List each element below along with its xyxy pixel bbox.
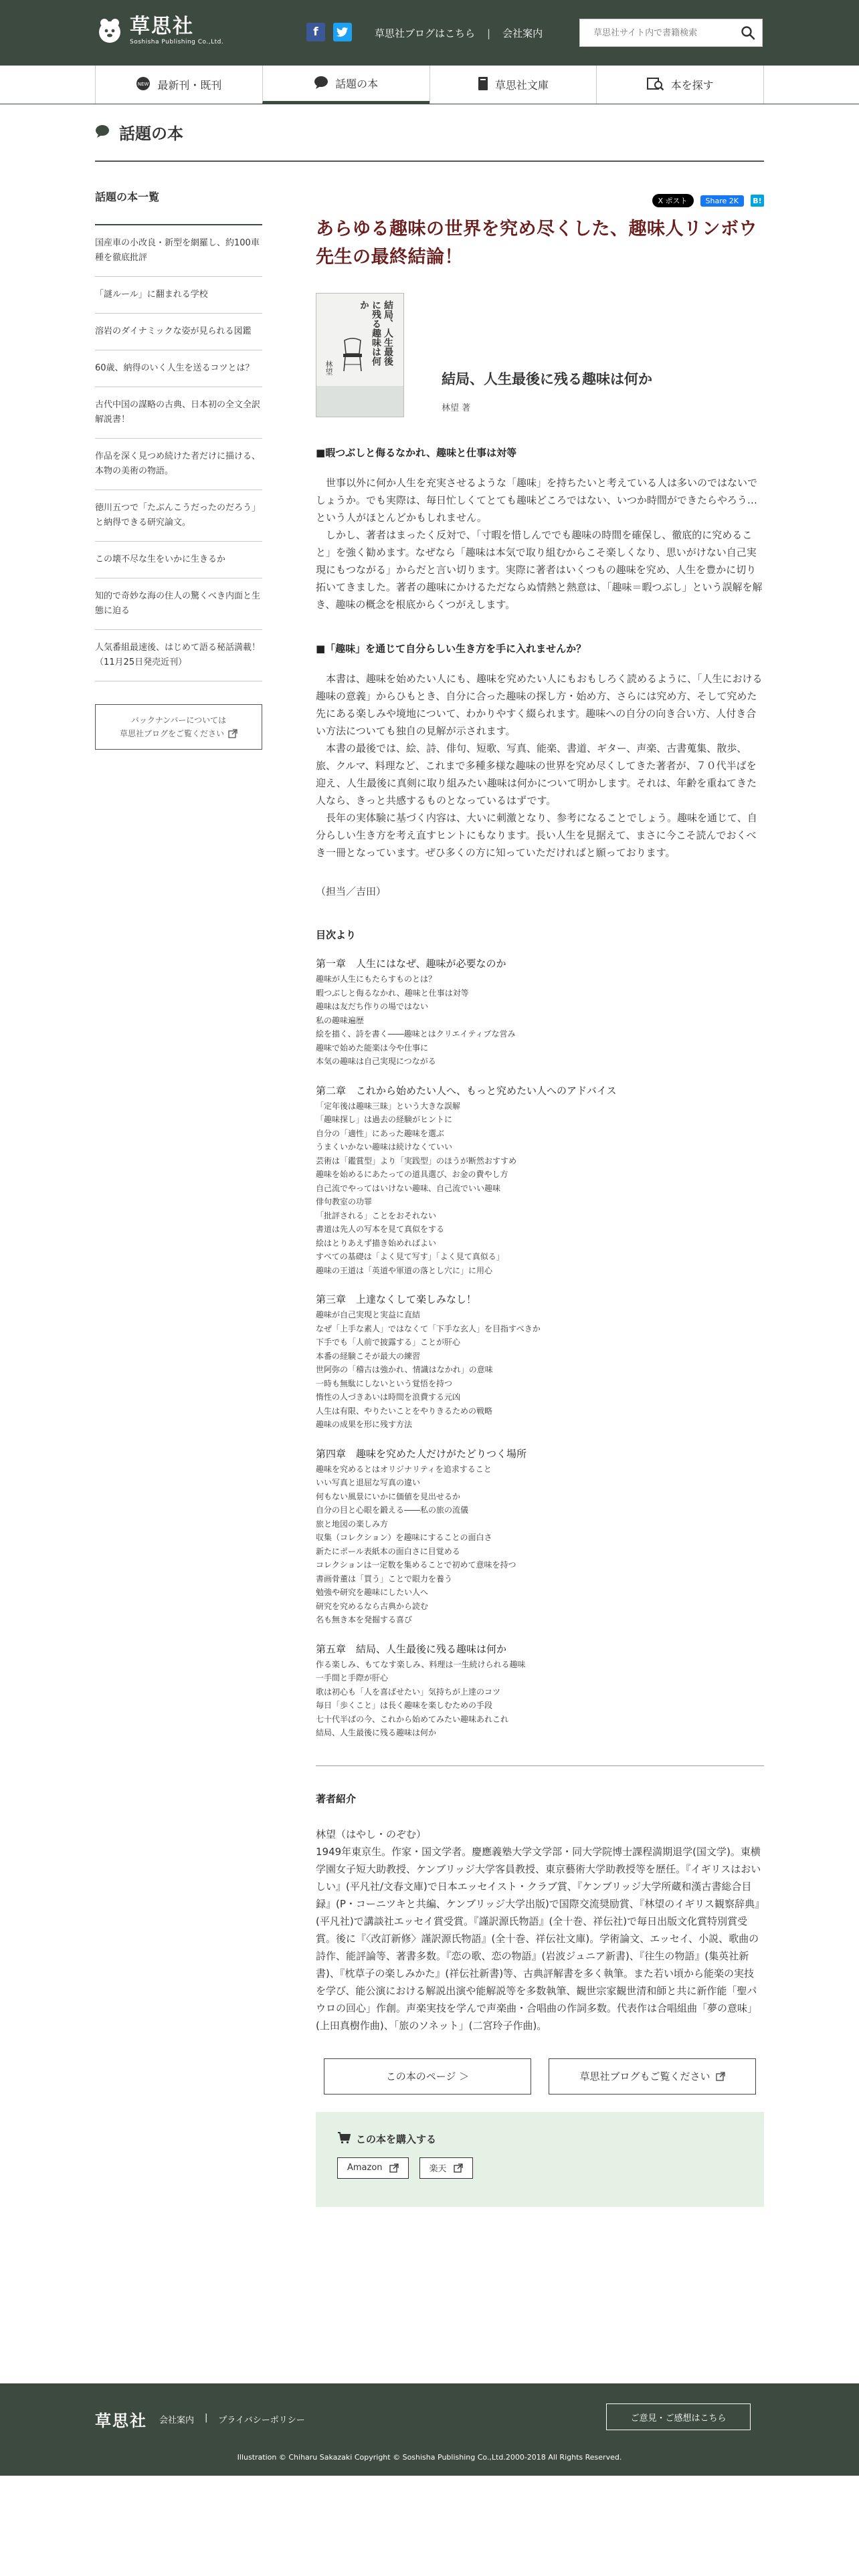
- book-title: 結局、人生最後に残る趣味は何か: [442, 371, 652, 387]
- main-content: [316, 194, 764, 2207]
- toc-item: 世阿弥の「稽古は強かれ、情識はなかれ」の意味: [316, 1365, 493, 1374]
- footer-links: [159, 2413, 305, 2426]
- shop-label: Amazon: [347, 2163, 383, 2173]
- newbook-icon: [136, 76, 151, 94]
- sidebar-item[interactable]: 古代中国の謀略の古典、日本初の全文全訳解説書！: [95, 387, 262, 439]
- toc-item: 勉強や研究を趣味にしたい人へ: [316, 1588, 429, 1597]
- toc-item: 惰性の人づきあいは時間を浪費する元凶: [316, 1392, 461, 1402]
- section-heading: ■暇つぶしと侮るなかれ、趣味と仕事は対等: [316, 447, 517, 459]
- copyright: Illustration © Chiharu Sakazaki Copyright © Soshisha Publishing Co.,Ltd.2000-2018 All Rights Reserved.: [237, 2453, 622, 2462]
- toc-item: 名も無き本を発掘する喜び: [316, 1615, 413, 1624]
- toc-item: 絵はとりあえず描き始めればよい: [316, 1238, 437, 1248]
- sidebar-item[interactable]: 「謎ルール」に翻まれる学校: [95, 277, 262, 314]
- shop-label: 楽天: [429, 2164, 447, 2174]
- blog-button-label: 草思社ブログもご覧ください: [579, 2070, 710, 2082]
- toc-item: 趣味は友だち作りの場ではない: [316, 1002, 429, 1011]
- logo-mark-icon: [95, 16, 124, 45]
- toc-item: 趣味の王道は「英道や軍道の落とし穴に」に用心: [316, 1265, 493, 1275]
- toc-item: 収集（コレクション）を趣味にすることの面白さ: [316, 1533, 492, 1542]
- toc-item: 新たにポール表紙本の面白さに目覚める: [316, 1546, 460, 1556]
- toc-item: 絵を描く、詩を書く――趣味とはクリエイティブな営み: [316, 1029, 516, 1039]
- toc-chapter: [316, 1640, 764, 1740]
- shop-links: [337, 2157, 743, 2179]
- page-title-row: [95, 120, 183, 144]
- footer-link-privacy[interactable]: プライバシーポリシー: [218, 2416, 305, 2426]
- blog-link[interactable]: 草思社ブログはこちら: [375, 27, 476, 39]
- search-input[interactable]: [580, 19, 734, 46]
- toc-item: 結局、人生最後に残る趣味は何か: [316, 1728, 437, 1737]
- footer-link-company[interactable]: 会社案内: [159, 2416, 195, 2426]
- cover-chair-illustration: [339, 338, 366, 372]
- body-paragraph: 本書は、趣味を始めたい人にも、趣味を究めたい人にもおもしろく読めるように、「人生における趣味の意義」からひもとき、自分に合った趣味の探し方・始め方、さらには究め方、そして究めた先にある楽しみや境地について、わかりやすく綴られます。趣味への自分の向き合い方、人付き合い方法についても独自の見解が示されます。: [316, 673, 763, 737]
- toc-item: 趣味の成果を形に残す方法: [316, 1420, 413, 1429]
- author-bio: 1949年東京生。作家・国文学者。慶應義塾大学文学部・同大学院博士課程満期退学(国文学)。東横学園女子短大助教授、ケンブリッジ大学客員教授、東京藝術大学助教授等を歴任。『イギリスはおいしい』(平凡社/文春文庫)で日本エッセイスト・クラブ賞、『ケンブリッジ大学所蔵和漢古書総合目録』(P・コーニツキと共編、ケンブリッジ大学出版)で国際交流奨励賞、『林望のイギリス観察辞典』(平凡社)で講談社エッセイ賞受賞。『謹訳源氏物語』(全十巻、祥伝社)で毎日出版文化賞特別賞受賞。後に『〈改訂新修〉謹訳源氏物語』(全十巻、祥伝社文庫)。学術論文、エッセイ、小説、歌曲の詩作、能評論等、著書多数。『恋の歌、恋の物語』(岩波ジュニア新書)、『往生の物語』(集英社新書)、『枕草子の楽しみかた』(祥伝社新書)等、古典評解書を多く執筆。また若い頃から能楽の実技を学び、能公演における解説出演や能解説等を多数執筆、観世宗家観世清和師と共に新作能「聖パウロの回心」作創。声楽実技を学んで声楽曲・合唱曲の作詞多数。代表作は合唱組曲「夢の意味」(上田真樹作曲)、「旅のソネット」(二宮玲子作曲)。: [316, 1845, 761, 2032]
- book-author: 林望 著: [442, 403, 471, 413]
- title-divider: [95, 160, 764, 162]
- toc-item: 「定年後は趣味三昧」という大きな誤解: [316, 1101, 461, 1111]
- twitter-icon[interactable]: [333, 23, 352, 41]
- body-paragraph: しかし、著者はまったく反対で、「寸暇を惜しんででも趣味の時間を確保し、徹底的に究めること」を強く勧めます。なぜなら「趣味は本気で取り組むからこそ楽しくなり、思いがけない自己実現にもつながる」からだと言い切ります。実際に著者はいくつもの趣味を究め、人生を豊かに切り拓いてきました。著者の趣味にかけるただならぬ情熱と熱意は、「趣味＝暇つぶし」という誤解を解き、趣味の概念を根底からくつがえします。: [316, 529, 763, 611]
- main-nav: [0, 66, 859, 104]
- purchase-box: [316, 2112, 764, 2207]
- book-cover[interactable]: [316, 293, 404, 417]
- share-buttons: [316, 194, 764, 207]
- toc-item: 書道は先人の写本を見て真似をする: [316, 1224, 445, 1234]
- hatena-bookmark-button[interactable]: B!: [751, 195, 764, 207]
- external-link-icon: [716, 2072, 725, 2081]
- toc-item: 自分の「適性」にあった趣味を選ぶ: [316, 1128, 444, 1138]
- contact-button[interactable]: ご意見・ご感想はこちら: [606, 2403, 751, 2430]
- blog-button[interactable]: [549, 2058, 756, 2095]
- nav-item-bunko[interactable]: [430, 66, 597, 104]
- x-post-button[interactable]: X ポスト: [652, 194, 694, 207]
- speech-bubble-icon: [314, 76, 328, 92]
- external-link-icon: [228, 729, 237, 738]
- toc-item: 自分の目と心眼を鍛える――私の旅の流儀: [316, 1505, 469, 1515]
- sidebar-item[interactable]: 作品を深く見つめ続けた者だけに描ける、本物の美術の物語。: [95, 439, 262, 490]
- article-headline: あらゆる趣味の世界を究め尽くした、趣味人リンボウ先生の最終結論！: [316, 219, 757, 267]
- backnumber-line1: バックナンバーについては: [130, 716, 227, 725]
- book-page-button[interactable]: [324, 2058, 531, 2095]
- toc-chapter: [316, 1082, 764, 1278]
- toc-chapter-title: 第一章 人生にはなぜ、趣味が必要なのか: [316, 958, 506, 970]
- toc-item: 研究を究めるなら古典から読む: [316, 1601, 429, 1611]
- toc-item: うまくいかない趣味は続けなくていい: [316, 1142, 453, 1152]
- editor-credit: （担当／吉田）: [316, 885, 387, 897]
- toc-item: 毎日「歩くこと」は長く趣味を楽しむための手段: [316, 1701, 493, 1710]
- company-link[interactable]: 会社案内: [502, 27, 543, 39]
- toc-chapter-title: 第三章 上達なくして楽しみなし！: [316, 1293, 477, 1305]
- header-link-separator: |: [487, 27, 491, 39]
- toc-item: 自己流でやってはいけない趣味、自己流でいい趣味: [316, 1183, 501, 1193]
- book-search-icon: [647, 76, 664, 94]
- site-footer: [0, 2383, 859, 2476]
- body-paragraph: 長年の実体験に基づく内容は、大いに刺激となり、参考になることでしょう。趣味を通じて、自分らしい生き方を考え直すヒントにもなります。長い人生を見据えて、まさに今こそ読んでおくべき一冊となっています。ぜひ多くの方に知っていただければと願っております。: [316, 812, 757, 859]
- cover-band: [316, 386, 403, 417]
- page-title: 話題の本: [119, 124, 183, 143]
- toc-item: 旅と地図の楽しみ方: [316, 1519, 389, 1529]
- sidebar-heading: 話題の本一覧: [95, 189, 262, 225]
- external-link-icon: [454, 2163, 463, 2173]
- toc-item: 趣味を究めるとはオリジナリティを追求すること: [316, 1464, 492, 1474]
- footer-link-separator: |: [205, 2413, 208, 2423]
- author-heading: 著者紹介: [316, 1792, 357, 1805]
- toc-item: 下手でも「人前で披露する」ことが肝心: [316, 1337, 461, 1347]
- body-paragraph: 世事以外に何か人生を充実させるような「趣味」を持ちたいと考えている人は多いのではないでしょうか。でも実際は、毎日忙しくてとても趣味どころではない、いつか時間ができたらやろう…という人がほとんどかもしれません。: [316, 477, 758, 524]
- sidebar: [95, 189, 262, 750]
- sidebar-item[interactable]: 溶岩のダイナミックな姿が見られる図鑑: [95, 314, 262, 350]
- toc-item: 私の趣味遍歴: [316, 1015, 365, 1025]
- external-link-icon: [389, 2163, 399, 2173]
- toc-item: 趣味を始めるにあたっての道具選び、お金の費やし方: [316, 1170, 508, 1179]
- logo-subtitle: Soshisha Publishing Co.,Ltd.: [130, 39, 224, 45]
- toc-item: 本番の経験こそが最大の練習: [316, 1351, 421, 1361]
- content-divider: [316, 1765, 764, 1766]
- book-page-label: この本のページ ＞: [385, 2070, 470, 2082]
- toc-item: 作る楽しみ、もてなす楽しみ、料理は一生続けられる趣味: [316, 1659, 526, 1669]
- toc-item: 一時も無駄にしないという覚悟を持つ: [316, 1378, 453, 1388]
- sidebar-item[interactable]: 60歳、納得のいく人生を送るコツとは？: [95, 350, 262, 387]
- book-info: [442, 368, 652, 417]
- rakuten-button[interactable]: [419, 2157, 473, 2179]
- amazon-button[interactable]: [337, 2157, 409, 2179]
- toc-chapter-title: 第四章 趣味を究めた人だけがたどりつく場所: [316, 1447, 527, 1460]
- toc-item: 人生は有限、やりたいことをやりきるための戦略: [316, 1406, 493, 1416]
- toc-item: なぜ「上手な素人」ではなくて「下手な玄人」を目指すべきか: [316, 1323, 541, 1333]
- sidebar-item[interactable]: この壊不尽な生をいかに生きるか: [95, 542, 262, 578]
- social-links: [306, 23, 352, 41]
- toc-item: 本気の趣味は自己実現につながる: [316, 1057, 436, 1066]
- toc-chapter: [316, 1291, 764, 1432]
- author-name: 林望（はやし・のぞむ）: [316, 1828, 427, 1840]
- action-buttons: [316, 2058, 764, 2095]
- sidebar-item[interactable]: 知的で奇妙な海の住人の驚くべき内面と生態に迫る: [95, 578, 262, 630]
- site-header: [0, 0, 859, 66]
- nav-label: 本を探す: [670, 79, 714, 92]
- nav-label: 最新刊・既刊: [157, 79, 222, 92]
- logo-texts: [130, 16, 223, 45]
- toc-item: 暇つぶしと侮るなかれ、趣味と仕事は対等: [316, 988, 469, 998]
- nav-item-featured[interactable]: [262, 66, 430, 104]
- toc-heading: 目次より: [316, 929, 357, 941]
- cart-icon: [337, 2132, 351, 2147]
- facebook-share-button[interactable]: Share 2K: [700, 195, 744, 207]
- toc-chapter-title: 第五章 結局、人生最後に残る趣味は何か: [316, 1642, 507, 1655]
- purchase-heading-text: この本を購入する: [356, 2133, 437, 2145]
- toc-item: 七十代半ばの今、これから始めてみたい趣味あれこれ: [316, 1714, 509, 1724]
- toc-item: 趣味で始めた能楽は今や仕事に: [316, 1043, 429, 1053]
- toc-item: 歌は初心も「人を喜ばせたい」気持ちが上達のコツ: [316, 1687, 501, 1697]
- toc-item: 芸術は「鑑賞型」より「実践型」のほうが断然おすすめ: [316, 1156, 517, 1166]
- search-box: [579, 19, 763, 47]
- cover-author: 林望: [324, 360, 333, 375]
- toc-item: 一手間と手際が肝心: [316, 1673, 389, 1683]
- book-summary: [316, 293, 764, 417]
- sidebar-item[interactable]: 人気番組最速後、はじめて語る秘話満載！（11月25日発売近刊）: [95, 630, 262, 681]
- backnumber-button[interactable]: [95, 704, 262, 750]
- nav-label: 話題の本: [335, 78, 379, 90]
- toc-item: すべての基礎は「よく見て写す」「よく見て真似る」: [316, 1252, 504, 1261]
- paperback-icon: [478, 76, 488, 94]
- toc-list: [316, 955, 764, 1740]
- header-links: [375, 26, 543, 40]
- toc-item: 書画骨董は「買う」ことで眼力を養う: [316, 1574, 453, 1584]
- site-logo[interactable]: [95, 16, 223, 45]
- toc-item: いい写真と退屈な写真の違い: [316, 1478, 421, 1487]
- section-heading: ■「趣味」を通じて自分らしい生き方を手に入れませんか？: [316, 643, 587, 655]
- purchase-heading: [337, 2132, 743, 2147]
- search-icon[interactable]: [734, 19, 762, 47]
- toc-chapter: [316, 1445, 764, 1627]
- backnumber-line2: 草思社ブログをご覧ください: [119, 729, 224, 738]
- nav-item-new-releases[interactable]: [95, 66, 262, 104]
- toc-item: 「批評される」ことをおそれない: [316, 1210, 437, 1220]
- svg-text:NEW: NEW: [138, 81, 149, 87]
- speech-bubble-icon: [95, 124, 110, 140]
- body-paragraph: 本書の最後では、絵、詩、俳句、短歌、写真、能楽、書道、ギター、声楽、古書蒐集、散歩、旅、クルマ、料理など、これまで多種多様な趣味の世界を究め尽くしてきた著者が、７０代半ばを迎え、人生最後に真剣に取り組みたい趣味は何かについて明かします。それは、年齢を重ねてきた人なら、きっと共感するものとなっているはずです。: [316, 742, 757, 807]
- footer-logo[interactable]: 草思社: [95, 2411, 147, 2430]
- facebook-icon[interactable]: f: [306, 23, 325, 41]
- toc-chapter: [316, 955, 764, 1069]
- toc-item: 趣味が自己実現と実益に直結: [316, 1310, 421, 1319]
- toc-item: 何もない風景にいかに価値を見出せるか: [316, 1491, 461, 1501]
- toc-chapter-title: 第二章 これから始めたい人へ、もっと究めたい人へのアドバイス: [316, 1084, 617, 1097]
- sidebar-item[interactable]: 国産車の小改良・新型を網羅し、約100車種を徹底批評: [95, 225, 262, 277]
- backnumber-line2-wrap: [120, 727, 237, 740]
- toc-item: 趣味が人生にもたらすものとは？: [316, 974, 437, 984]
- nav-item-search-books[interactable]: [596, 66, 764, 104]
- nav-label: 草思社文庫: [494, 79, 549, 92]
- sidebar-item[interactable]: 徳川五つで「たぶんこうだったのだろう」と納得できる研究論文。: [95, 490, 262, 542]
- logo-name: 草思社: [130, 15, 194, 38]
- toc-item: 俳句教室の功罪: [316, 1197, 373, 1206]
- toc-item: コレクションは一定数を集めることで初めて意味を持つ: [316, 1560, 516, 1570]
- cover-title: 結局、人生最後に残る趣味は何か: [359, 300, 393, 366]
- toc-item: 「趣味探し」は過去の経験がヒントに: [316, 1115, 453, 1124]
